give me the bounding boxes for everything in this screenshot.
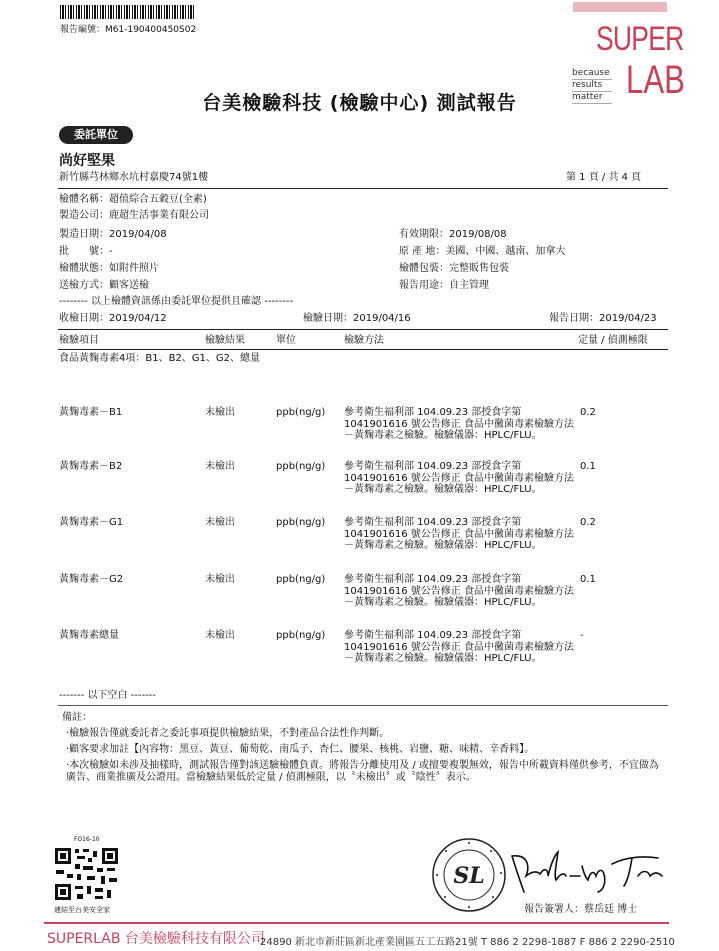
note-1: ‧檢驗報告僅就委託者之委託事項提供檢驗結果，不對產品合法性作判斷。 [66, 728, 390, 739]
sample-state [59, 263, 159, 275]
client-address: 新竹縣芎林鄉水坑村嘉慶74號1樓 [59, 172, 209, 183]
label: 有效期限： [399, 229, 449, 240]
divider [58, 329, 668, 330]
row-limit: 0.2 [580, 517, 596, 528]
label: 檢體名稱： [59, 194, 109, 205]
row-result: 未檢出 [205, 574, 235, 585]
row-method: 參考衛生福利部 104.09.23 部授食字第 1041901616 號公告修正 食品中黴菌毒素檢驗方法－黃麴毒素之檢驗。檢驗儀器：HPLC/FLU。 [344, 517, 574, 551]
qr-code-id: FO16-10 [74, 836, 100, 843]
row-item: 黃麴毒素－G2 [59, 574, 124, 585]
label: 批 號： [59, 246, 109, 257]
logo-tagline-1: because [572, 68, 610, 78]
label: 報告日期： [549, 313, 599, 324]
signer-name: 蔡岳廷 博士 [584, 904, 638, 915]
value: - [109, 246, 113, 257]
value: 超值綜合五穀豆(全素) [109, 194, 207, 205]
sample-package [399, 263, 509, 275]
row-limit: 0.2 [580, 407, 596, 418]
sample-mfg-date [59, 229, 167, 241]
row-unit: ppb(ng/g) [276, 517, 326, 528]
received-date [59, 313, 167, 325]
logo-accent-bar [573, 2, 667, 12]
report-title: 台美檢驗科技 (檢驗中心) 測試報告 [202, 92, 517, 114]
label: 原 產 地： [399, 246, 446, 257]
value: 2019/04/12 [109, 313, 167, 324]
seal-icon [431, 837, 507, 913]
report-number-label: 報告編號： [60, 25, 106, 35]
sample-origin [399, 246, 565, 258]
divider [58, 349, 668, 350]
header-item: 檢驗項目 [59, 335, 99, 346]
sample-batch [59, 246, 113, 258]
sample-purpose [399, 280, 489, 292]
row-result: 未檢出 [205, 407, 235, 418]
row-result: 未檢出 [205, 630, 235, 641]
sample-exp-date [399, 229, 507, 241]
blank-below-note: ------- 以下空白 ------- [59, 690, 156, 701]
report-date [549, 313, 657, 325]
notes-title: 備註： [62, 712, 92, 723]
header-limit: 定量 / 偵測極限 [578, 335, 648, 346]
note-2: ‧顧客要求加註【內容物：黑豆、黃豆、葡萄乾、南瓜子、杏仁、腰果、核桃、岩鹽、糖、味精、辛香料】。 [66, 744, 535, 755]
report-number [60, 22, 196, 35]
header-unit: 單位 [276, 335, 296, 346]
sample-maker [59, 210, 209, 222]
row-method: 參考衛生福利部 104.09.23 部授食字第 1041901616 號公告修正 食品中黴菌毒素檢驗方法－黃麴毒素之檢驗。檢驗儀器：HPLC/FLU。 [344, 630, 574, 664]
row-item: 黃麴毒素總量 [59, 630, 119, 641]
report-number-value: M61-190400450S02 [105, 25, 197, 35]
client-name: 尚好堅果 [59, 153, 115, 169]
value: 美國、中國、越南、加拿大 [445, 246, 566, 257]
row-limit: 0.1 [580, 574, 596, 585]
value: 2019/08/08 [449, 229, 507, 240]
note-3: ‧本次檢驗如未涉及抽樣時，測試報告僅對該送驗檢體負責。將報告分離使用及 / 或擅要複製無效，報告中所載資料僅供參考，不宜做為廣告、商業推廣及公證用。當檢驗結果低於定量 / 偵測極限，以〝未檢出〞或〝陰性〞表示。 [66, 760, 659, 783]
barcode [60, 5, 195, 19]
logo-super: SUPER [596, 20, 684, 58]
label: 報告用途： [399, 280, 449, 291]
value: 自主管理 [449, 280, 489, 291]
value: 完整販售包裝 [449, 263, 509, 274]
logo-tagline-2: results [572, 80, 612, 92]
signer-label: 報告簽署人： [524, 904, 584, 915]
value: 鹿超生活事業有限公司 [109, 210, 209, 221]
row-limit: 0.1 [580, 461, 596, 472]
row-item: 黃麴毒素－B2 [59, 461, 123, 472]
sample-name [59, 194, 207, 206]
qr-caption: 連結至台美安全家 [54, 906, 110, 914]
signer [524, 904, 637, 916]
label: 檢體包裝： [399, 263, 449, 274]
row-result: 未檢出 [205, 517, 235, 528]
sample-delivery [59, 280, 149, 292]
logo-tagline-3: matter [572, 92, 612, 104]
test-date [303, 313, 411, 325]
row-result: 未檢出 [205, 461, 235, 472]
client-badge: 委託單位 [59, 126, 133, 144]
header-method: 檢驗方法 [344, 335, 384, 346]
value: 顧客送檢 [109, 280, 149, 291]
page-indicator: 第 1 頁 / 共 4 頁 [566, 172, 642, 183]
label: 檢驗日期： [303, 313, 353, 324]
footer-address: 24890 新北市新莊區新北產業園區五工五路21號 T 886 2 2298-1887 F 886 2 2290-2510 [260, 937, 675, 948]
divider [58, 705, 668, 706]
test-group: 食品黃麴毒素4項：B1、B2、G1、G2、總量 [59, 353, 261, 364]
seal-initials: SL [453, 863, 485, 889]
row-method: 參考衛生福利部 104.09.23 部授食字第 1041901616 號公告修正 食品中黴菌毒素檢驗方法－黃麴毒素之檢驗。檢驗儀器：HPLC/FLU。 [344, 574, 574, 608]
row-unit: ppb(ng/g) [276, 574, 326, 585]
label: 收檢日期： [59, 313, 109, 324]
row-unit: ppb(ng/g) [276, 630, 326, 641]
row-unit: ppb(ng/g) [276, 407, 326, 418]
row-method: 參考衛生福利部 104.09.23 部授食字第 1041901616 號公告修正 食品中黴菌毒素檢驗方法－黃麴毒素之檢驗。檢驗儀器：HPLC/FLU。 [344, 461, 574, 495]
header-result: 檢驗結果 [205, 335, 245, 346]
row-unit: ppb(ng/g) [276, 461, 326, 472]
label: 製造公司： [59, 210, 109, 221]
handwritten-signature [508, 846, 668, 896]
label: 檢體狀態： [59, 263, 109, 274]
row-limit: - [580, 630, 584, 641]
value: 2019/04/16 [353, 313, 411, 324]
value: 2019/04/08 [109, 229, 167, 240]
row-item: 黃麴毒素－G1 [59, 517, 124, 528]
logo-lab: LAB [626, 58, 685, 102]
value: 2019/04/23 [599, 313, 657, 324]
label: 送檢方式： [59, 280, 109, 291]
row-method: 參考衛生福利部 104.09.23 部授食字第 1041901616 號公告修正 食品中黴菌毒素檢驗方法－黃麴毒素之檢驗。檢驗儀器：HPLC/FLU。 [344, 407, 574, 441]
footer-brand: SUPERLAB 台美檢驗科技有限公司 [47, 931, 265, 947]
value: 如附件照片 [109, 263, 159, 274]
qr-code-icon[interactable] [53, 846, 120, 902]
divider [58, 188, 668, 189]
label: 製造日期： [59, 229, 109, 240]
footer-divider [44, 922, 669, 924]
row-item: 黃麴毒素－B1 [59, 407, 123, 418]
sample-info-note: -------- 以上檢體資訊係由委託單位提供且確認 -------- [59, 296, 294, 307]
